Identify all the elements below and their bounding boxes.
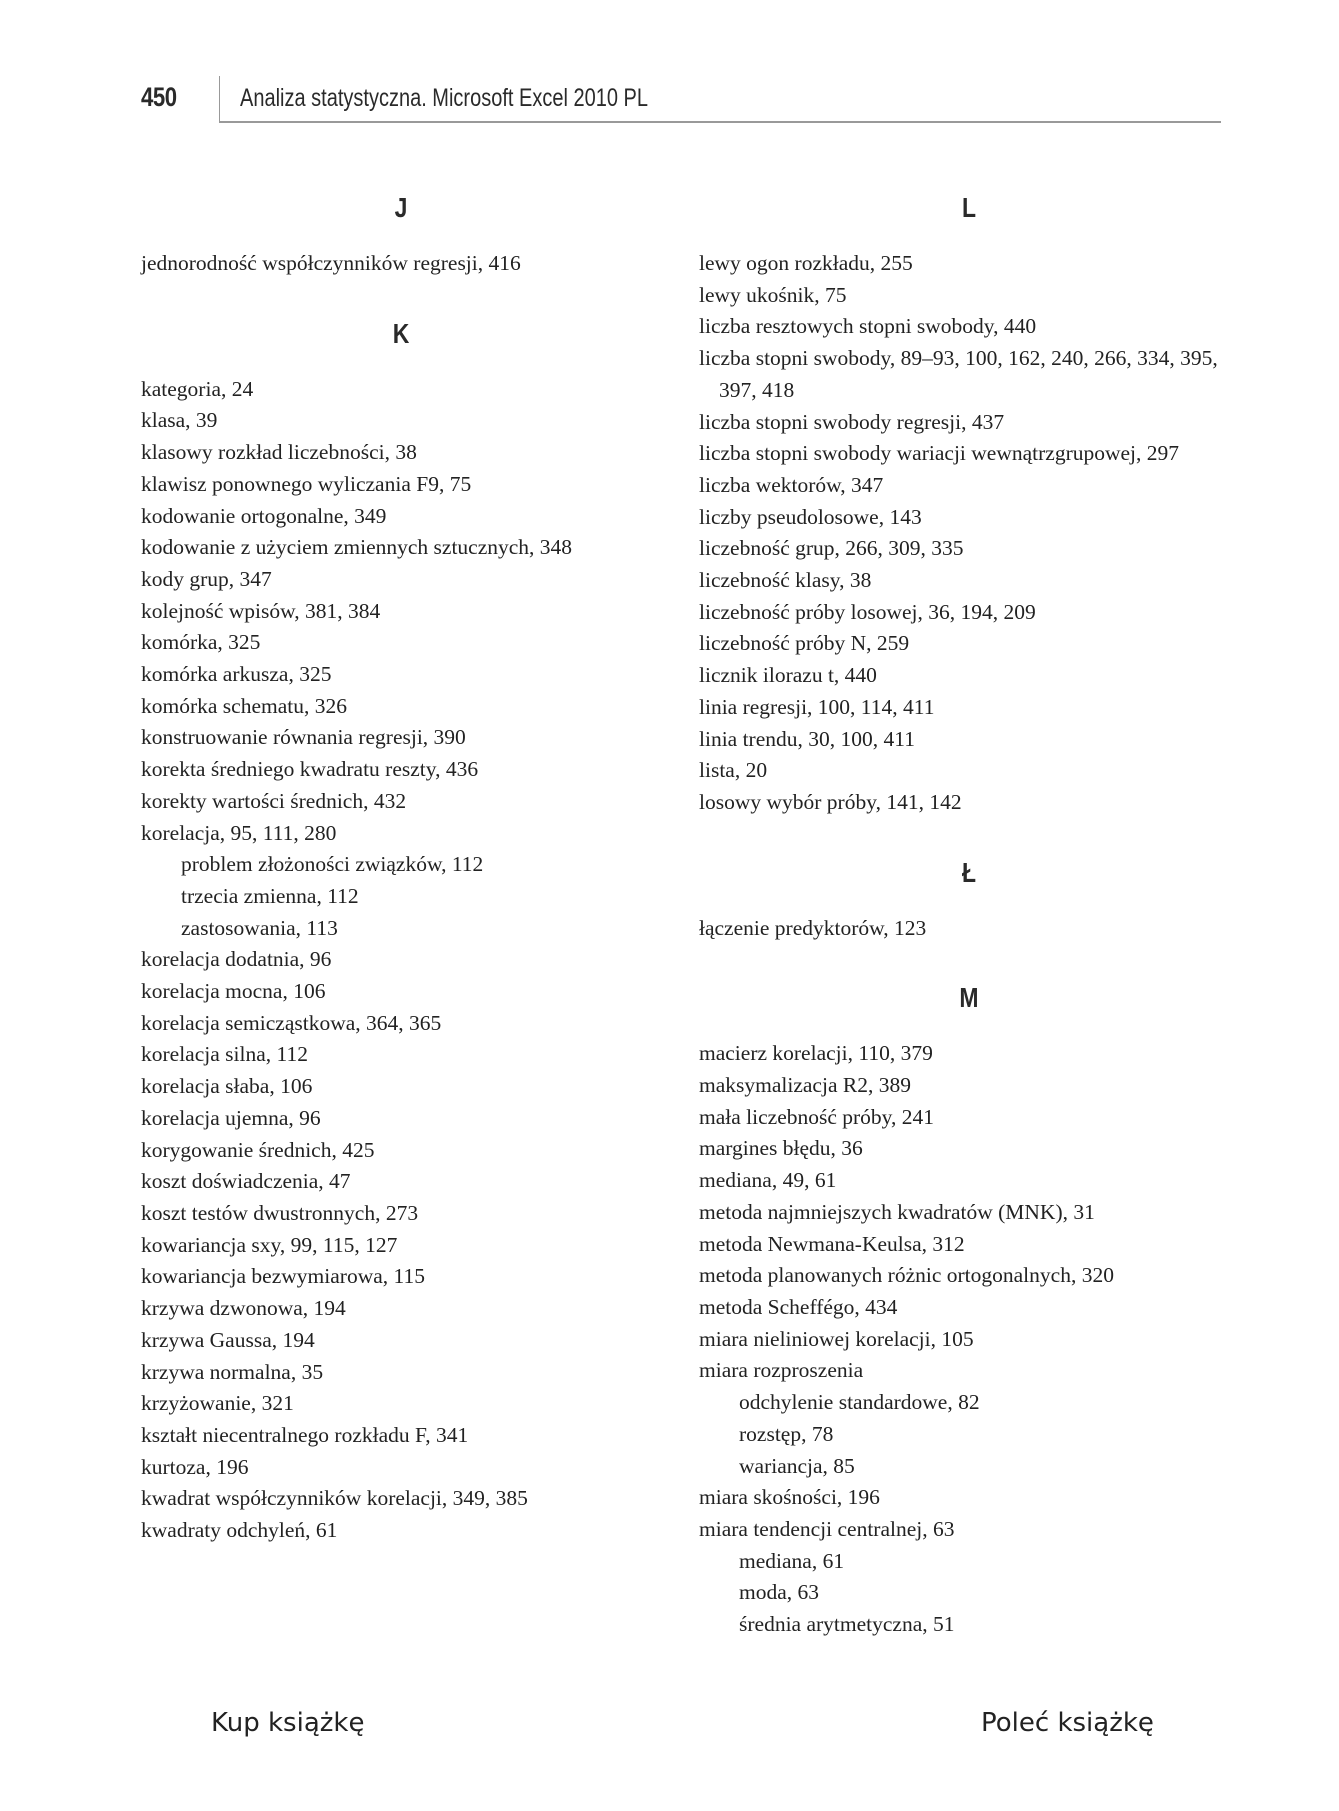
index-entry: korelacja słaba, 106 [141, 1074, 313, 1099]
index-entry: mała liczebność próby, 241 [699, 1104, 935, 1129]
index-subentry: trzecia zmienna, 112 [181, 883, 359, 908]
index-subentry: problem złożoności związków, 112 [181, 852, 484, 877]
index-entry: miara tendencji centralnej, 63 [699, 1516, 955, 1541]
index-subentry: odchylenie standardowe, 82 [739, 1390, 980, 1415]
heading-spacer [141, 354, 661, 374]
heading-spacer [699, 893, 1239, 913]
index-entry: kody grup, 347 [141, 566, 272, 591]
index-subentry: rozstęp, 78 [739, 1421, 834, 1446]
index-entry: korekta średniego kwadratu reszty, 436 [141, 757, 479, 782]
section-spacer [141, 280, 661, 314]
index-entry: klasa, 39 [141, 408, 218, 433]
index-entry: miara rozproszenia [699, 1358, 864, 1383]
index-entry: kolejność wpisów, 381, 384 [141, 598, 381, 623]
index-subentry: zastosowania, 113 [181, 915, 338, 940]
header-divider-vertical [219, 76, 220, 122]
index-entry: maksymalizacja R2, 389 [699, 1073, 911, 1098]
index-entry: kodowanie z użyciem zmiennych sztucznych, 348 [141, 535, 573, 560]
index-entry: liczby pseudolosowe, 143 [699, 504, 922, 529]
index-entry: krzywa Gaussa, 194 [141, 1327, 315, 1352]
book-title: Analiza statystyczna. Microsoft Excel 2010 PL [240, 84, 648, 112]
index-subentry: moda, 63 [739, 1580, 820, 1605]
section-spacer [699, 819, 1239, 853]
index-entry: liczba resztowych stopni swobody, 440 [699, 314, 1037, 339]
index-column-right [699, 188, 1239, 1641]
page-header [141, 76, 1221, 124]
index-entry: klasowy rozkład liczebności, 38 [141, 440, 417, 465]
index-entry: linia trendu, 30, 100, 411 [699, 726, 915, 751]
index-column-left [141, 188, 661, 1547]
index-entry: liczebność próby N, 259 [699, 631, 910, 656]
index-entry: licznik ilorazu t, 440 [699, 663, 877, 688]
index-entry: kurtoza, 196 [141, 1454, 249, 1479]
index-entry: łączenie predyktorów, 123 [699, 915, 927, 940]
index-entry: konstruowanie równania regresji, 390 [141, 725, 466, 750]
index-entry: koszt doświadczenia, 47 [141, 1169, 351, 1194]
index-entry: kowariancja bezwymiarowa, 115 [141, 1264, 425, 1289]
index-entry: lewy ogon rozkładu, 255 [699, 251, 913, 275]
index-entry: metoda Scheffégo, 434 [699, 1294, 898, 1319]
index-entry: losowy wybór próby, 141, 142 [699, 789, 962, 814]
index-entry: korelacja ujemna, 96 [141, 1105, 321, 1130]
index-entry: komórka, 325 [141, 630, 261, 655]
index-entry: margines błędu, 36 [699, 1136, 863, 1161]
header-divider-horizontal [219, 121, 1221, 123]
index-entry: mediana, 49, 61 [699, 1168, 837, 1193]
index-entry: kształt niecentralnego rozkładu F, 341 [141, 1422, 469, 1447]
index-entry: liczebność próby losowej, 36, 194, 209 [699, 599, 1036, 624]
index-entry: liczba stopni swobody, 89–93, 100, 162, 240, 266, 334, 395, 397, 418 [699, 346, 1218, 402]
index-entry: kodowanie ortogonalne, 349 [141, 503, 387, 528]
index-entry: macierz korelacji, 110, 379 [699, 1041, 933, 1066]
index-entry: korelacja semicząstkowa, 364, 365 [141, 1010, 442, 1035]
heading-spacer [141, 228, 661, 248]
index-entry: metoda planowanych różnic ortogonalnych, 320 [699, 1263, 1114, 1288]
index-entry: lewy ukośnik, 75 [699, 282, 847, 307]
index-letter-heading: M [959, 982, 979, 1014]
index-entry: kwadraty odchyleń, 61 [141, 1518, 338, 1543]
index-entry: liczba wektorów, 347 [699, 472, 884, 497]
index-entry: korelacja dodatnia, 96 [141, 947, 332, 972]
index-entry: lista, 20 [699, 758, 768, 783]
index-entry: liczebność grup, 266, 309, 335 [699, 536, 964, 561]
heading-spacer [699, 228, 1239, 248]
section-spacer [699, 944, 1239, 978]
index-entry: jednorodność współczynników regresji, 416 [141, 251, 521, 275]
index-entry: komórka schematu, 326 [141, 693, 347, 718]
page-number: 450 [141, 82, 177, 112]
index-entry: koszt testów dwustronnych, 273 [141, 1200, 419, 1225]
index-subentry: mediana, 61 [739, 1548, 845, 1573]
index-subentry: wariancja, 85 [739, 1453, 855, 1478]
index-entry: korygowanie średnich, 425 [141, 1137, 375, 1162]
index-entry: krzywa dzwonowa, 194 [141, 1296, 346, 1321]
index-entry: korekty wartości średnich, 432 [141, 788, 407, 813]
index-entry: miara nieliniowej korelacji, 105 [699, 1326, 974, 1351]
index-entry: metoda Newmana-Keulsa, 312 [699, 1231, 965, 1256]
index-entry: miara skośności, 196 [699, 1485, 880, 1510]
index-entry: krzyżowanie, 321 [141, 1391, 294, 1416]
index-letter-heading: J [394, 192, 408, 223]
index-entry: liczba stopni swobody regresji, 437 [699, 409, 1005, 434]
buy-book-link[interactable]: Kup książkę [211, 1708, 365, 1738]
index-entry: kowariancja sxy, 99, 115, 127 [141, 1232, 398, 1257]
index-letter-heading: L [961, 192, 977, 223]
index-entry: liczebność klasy, 38 [699, 568, 872, 593]
recommend-book-link[interactable]: Poleć książkę [981, 1708, 1154, 1738]
index-entry: korelacja, 95, 111, 280 [141, 820, 337, 845]
index-letter-heading: K [392, 317, 410, 349]
index-subentry: średnia arytmetyczna, 51 [739, 1612, 955, 1637]
index-entry: komórka arkusza, 325 [141, 662, 332, 687]
index-letter-heading: Ł [961, 856, 977, 888]
index-entry: linia regresji, 100, 114, 411 [699, 694, 935, 719]
index-entry: krzywa normalna, 35 [141, 1359, 324, 1384]
index-entry: korelacja mocna, 106 [141, 979, 326, 1004]
index-entry: korelacja silna, 112 [141, 1042, 308, 1067]
index-entry: liczba stopni swobody wariacji wewnątrzgrupowej, 297 [699, 441, 1180, 466]
index-entry: kwadrat współczynników korelacji, 349, 385 [141, 1486, 528, 1511]
index-entry: klawisz ponownego wyliczania F9, 75 [141, 471, 472, 496]
index-entry: metoda najmniejszych kwadratów (MNK), 31 [699, 1199, 1095, 1224]
index-entry: kategoria, 24 [141, 376, 254, 401]
heading-spacer [699, 1018, 1239, 1038]
